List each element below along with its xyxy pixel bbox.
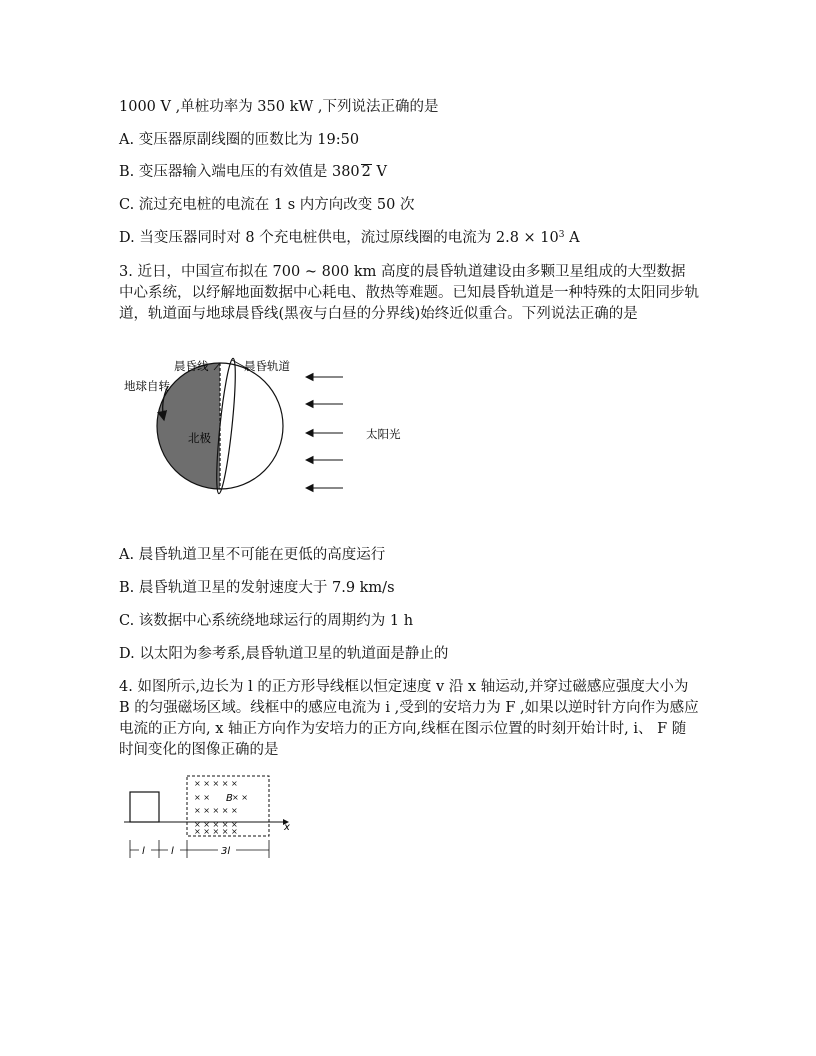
q2-option-d (119, 228, 580, 248)
q2-option-a: A. 变压器原副线圈的匝数比为 19:50 (119, 132, 360, 148)
q3-option-b: B. 晨昏轨道卫星的发射速度大于 7.9 km/s (119, 580, 395, 596)
q3-option-d: D. 以太阳为参考系,晨昏轨道卫星的轨道面是静止的 (119, 646, 449, 662)
x-axis-label: x (284, 822, 290, 833)
magnetic-field-figure (120, 770, 310, 862)
q4-stem: 4. 如图所示,边长为 l 的正方形导线框以恒定速度 v 沿 x 轴运动,并穿过磁感应强度大小为 B 的匀强磁场区域。线框中的感应电流为 i ,受到的安培力为 F ,如果以逆时针方向作为感应电流的正方向, x 轴正方向作为安培力的正方向,线框在图示位置的时刻开始计时, i、 F 随时间变化的图像正确的是 (119, 679, 699, 758)
svg-text:× × × × ×: × × × × × (194, 779, 238, 788)
q2-option-b (119, 162, 387, 182)
north-pole-label: 北极 (188, 431, 211, 445)
q2-option-b-text: B. 变压器输入端电压的有效值是 380 (119, 164, 360, 180)
q3-option-c: C. 该数据中心系统绕地球运行的周期约为 1 h (119, 613, 414, 629)
q3-option-a: A. 晨昏轨道卫星不可能在更低的高度运行 (119, 547, 386, 563)
q2-option-b-unit: V (371, 164, 387, 180)
field-label: B (226, 793, 233, 804)
dim-l-1: l (142, 846, 145, 857)
q2-option-d-text: D. 当变压器同时对 8 个充电桩供电，流过原线圈的电流为 2.8 × 10 (119, 230, 559, 246)
sqrt-radicand: 2 (361, 164, 371, 180)
q3-stem: 3. 近日，中国宣布拟在 700 ~ 800 km 高度的晨昏轨道建设由多颗卫星组成的大型数据中心系统，以纾解地面数据中心耗电、散热等难题。已知晨昏轨道是一种特殊的太阳同步轨道，轨道面与地球晨昏线(黑夜与白昼的分界线)始终近似重合。下列说法正确的是 (119, 264, 699, 322)
q2-option-c: C. 流过充电桩的电流在 1 s 内方向改变 50 次 (119, 197, 415, 213)
dim-l-2: l (171, 846, 174, 857)
svg-text:× ×: × × (232, 793, 248, 802)
earth-terminator-figure (118, 352, 438, 512)
svg-text:× × × × ×: × × × × × (194, 806, 238, 815)
svg-text:× × × × ×: × × × × × (194, 827, 238, 836)
dim-3l: 3l (221, 846, 231, 857)
terminator-label: 晨昏线 (174, 359, 209, 373)
rotation-label: 地球自转 (124, 379, 170, 393)
q2-option-d-unit: A (564, 230, 580, 246)
svg-text:× ×: × × (194, 793, 210, 802)
svg-text:× × × × ×: × × × × × (194, 820, 238, 829)
sunlight-label: 太阳光 (366, 427, 401, 441)
exponent: 3 (558, 230, 565, 240)
orbit-label: 晨昏轨道 (244, 359, 290, 373)
field-crosses (194, 779, 248, 836)
q2-lead: 1000 V ,单桩功率为 350 kW ,下列说法正确的是 (119, 99, 439, 115)
wire-loop (130, 792, 159, 822)
